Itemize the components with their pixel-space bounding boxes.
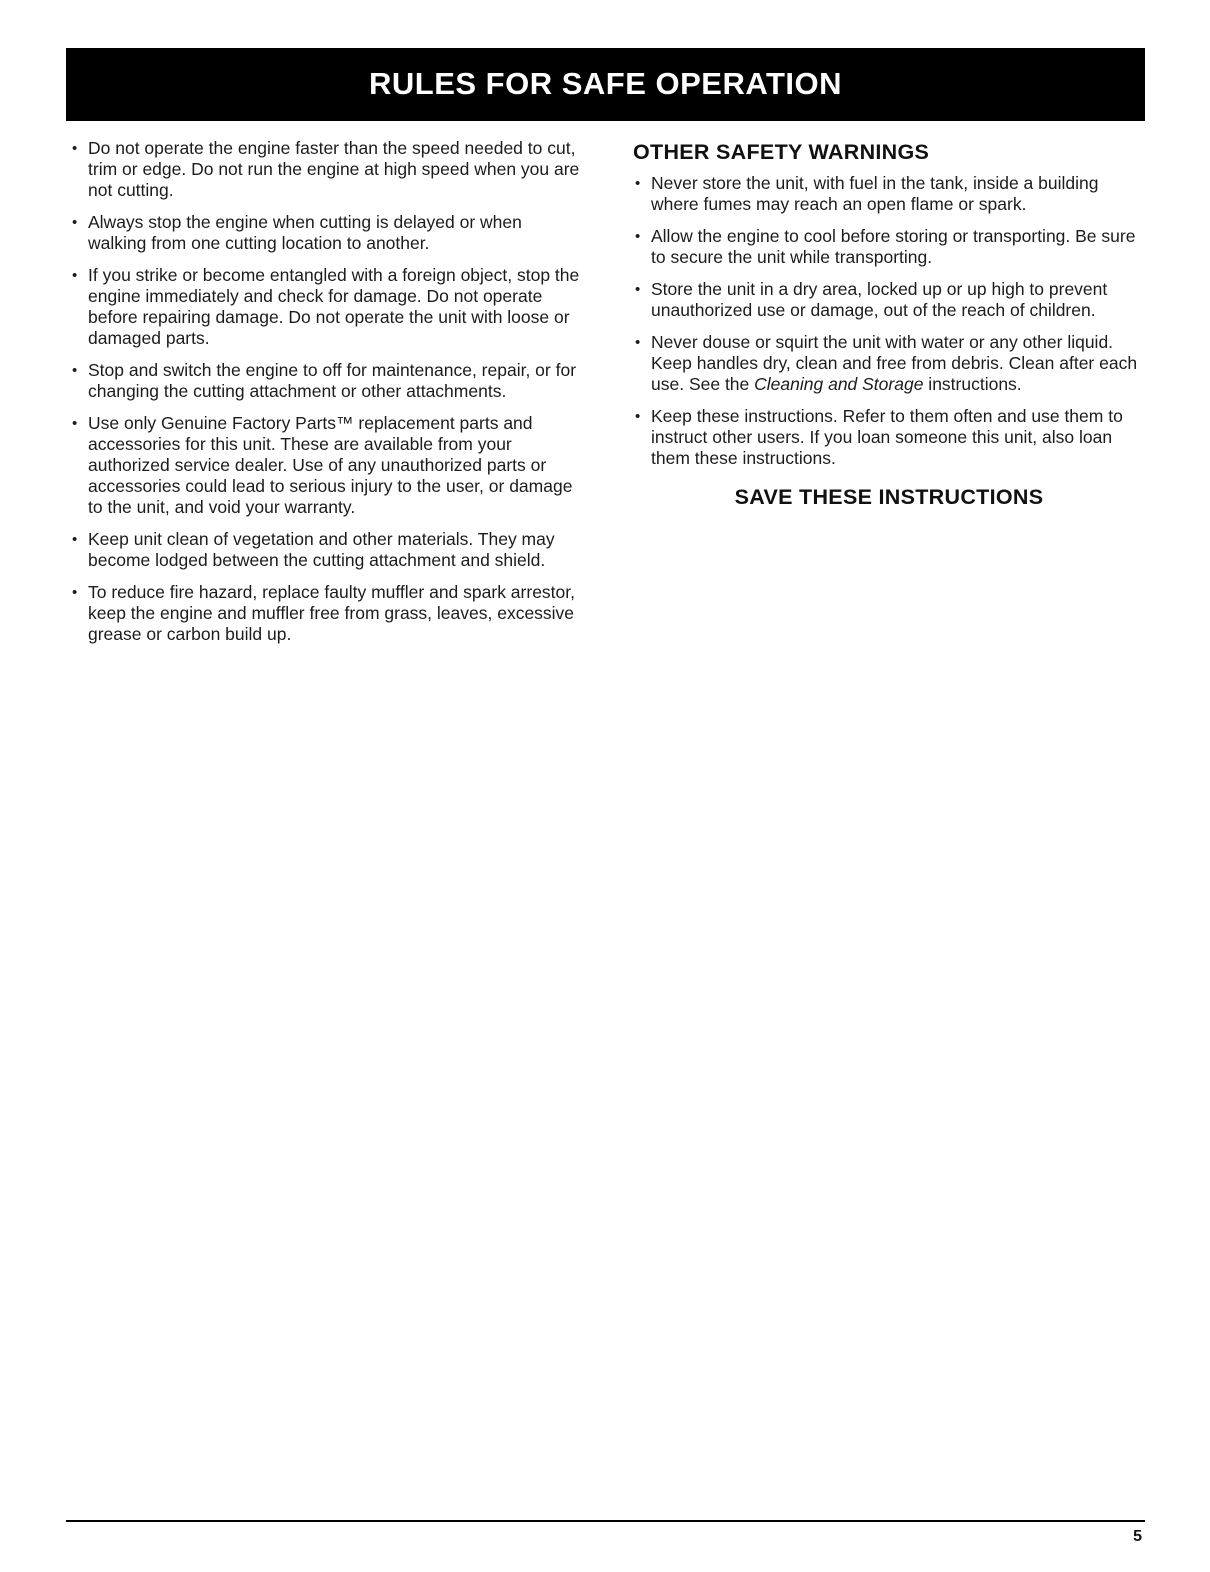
list-item: • Keep these instructions. Refer to them often and use them to instruct other users. If you loan someone this unit, also loan them these instructions. <box>633 406 1145 469</box>
list-item: • Allow the engine to cool before storing or transporting. Be sure to secure the unit while transporting. <box>633 226 1145 268</box>
header-bar <box>66 48 1145 121</box>
list-item: • If you strike or become entangled with a foreign object, stop the engine immediately and check for damage. Do not operate before repairing damage. Do not operate the unit with loose or damaged parts. <box>70 265 582 349</box>
save-instructions-heading: SAVE THESE INSTRUCTIONS <box>734 485 1044 509</box>
cleaning-storage-reference: Cleaning and Storage <box>754 374 924 394</box>
list-item: • Stop and switch the engine to off for maintenance, repair, or for changing the cutting attachment or other attachments. <box>70 360 582 402</box>
list-item-text: Never douse or squirt the unit with water or any other liquid. Keep handles dry, clean and free from debris. Clean after each use. See the <box>651 332 1138 394</box>
page-number: 5 <box>1133 1528 1142 1545</box>
right-bullet-list <box>633 173 1145 469</box>
list-item: • Use only Genuine Factory Parts™ replacement parts and accessories for this unit. These are available from your authorized service dealer. Use of any unauthorized parts or accessories could lead to serious injury to the user, or damage to the unit, and void your warranty. <box>70 413 582 518</box>
footer-divider <box>66 1520 1145 1522</box>
list-item: • Store the unit in a dry area, locked up or up high to prevent unauthorized use or damage, out of the reach of children. <box>633 279 1145 321</box>
list-item <box>633 332 1145 395</box>
left-bullet-list <box>70 138 582 645</box>
page-title: RULES FOR SAFE OPERATION <box>368 65 842 101</box>
list-item: • Keep unit clean of vegetation and other materials. They may become lodged between the cutting attachment and shield. <box>70 529 582 571</box>
left-column <box>70 138 582 656</box>
list-item: • Do not operate the engine faster than the speed needed to cut, trim or edge. Do not run the engine at high speed when you are not cutting. <box>70 138 582 201</box>
section-heading-other-safety-warnings: OTHER SAFETY WARNINGS <box>633 140 930 164</box>
list-item: • Always stop the engine when cutting is delayed or when walking from one cutting location to another. <box>70 212 582 254</box>
list-item-text-end: instructions. <box>923 374 1022 394</box>
right-column <box>633 138 1145 510</box>
list-item: • To reduce fire hazard, replace faulty muffler and spark arrestor, keep the engine and muffler free from grass, leaves, excessive grease or carbon build up. <box>70 582 582 645</box>
list-item: • Never store the unit, with fuel in the tank, inside a building where fumes may reach an open flame or spark. <box>633 173 1145 215</box>
